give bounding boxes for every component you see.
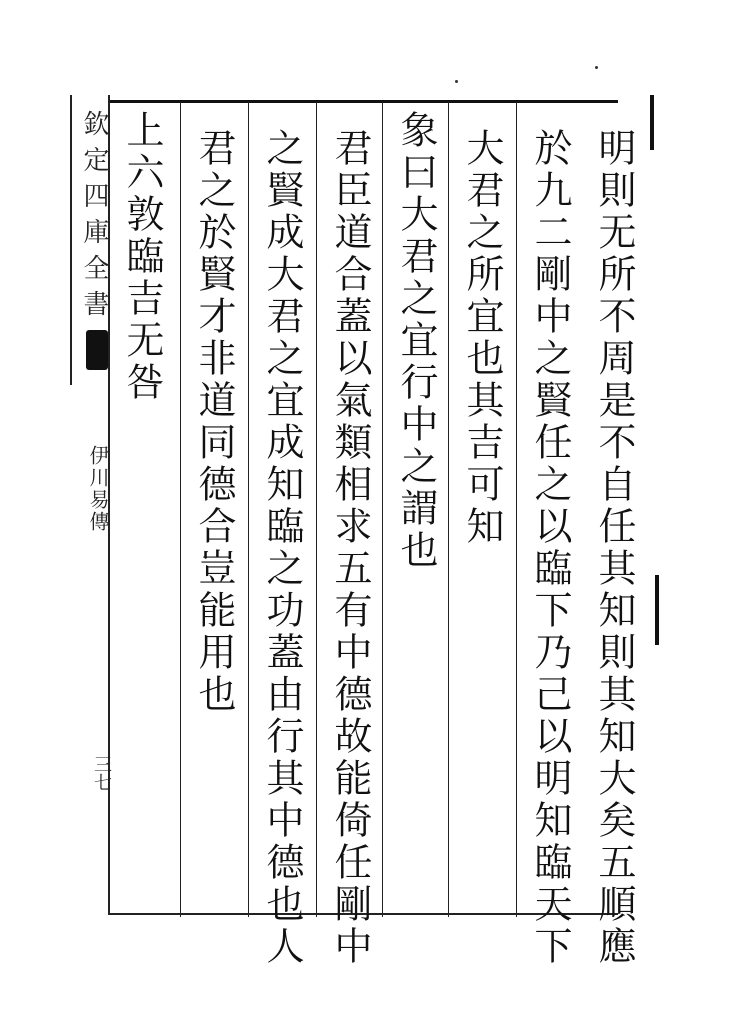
column-rule [382,102,383,917]
ink-speck [595,66,598,69]
text-column-7: 君之於賢才非道同德合豈能用也 [192,128,236,716]
book-title: 伊川易傳 [86,445,110,533]
right-edge-mark [650,95,654,150]
text-column-6: 之賢成大君之宜成知臨之功蓋由行其中德也人 [260,128,304,968]
text-column-3: 大君之所宜也其吉可知 [460,128,504,548]
column-rule [316,102,317,917]
text-column-4: 象曰大君之宜行中之謂也 [394,110,438,572]
text-column-2: 於九二剛中之賢任之以臨下乃己以明知臨天下 [528,128,572,968]
margin-series-title: 欽定四庫全書 [79,110,109,326]
ink-speck [455,80,458,83]
text-column-5: 君臣道合蓋以氣類相求五有中德故能倚任剛中 [328,128,372,968]
right-edge-mark [655,575,659,645]
folio-number: 三七 [91,755,112,791]
text-column-8: 上六敦臨吉无咎 [120,110,164,404]
column-rule [248,102,249,917]
column-rule [180,102,181,917]
margin-fishtail-mark [86,330,108,370]
column-rule [516,102,517,917]
column-rule [448,102,449,917]
text-column-1: 明則无所不周是不自任其知則其知大矣五順應 [592,128,636,968]
frame-top-border [108,100,618,103]
